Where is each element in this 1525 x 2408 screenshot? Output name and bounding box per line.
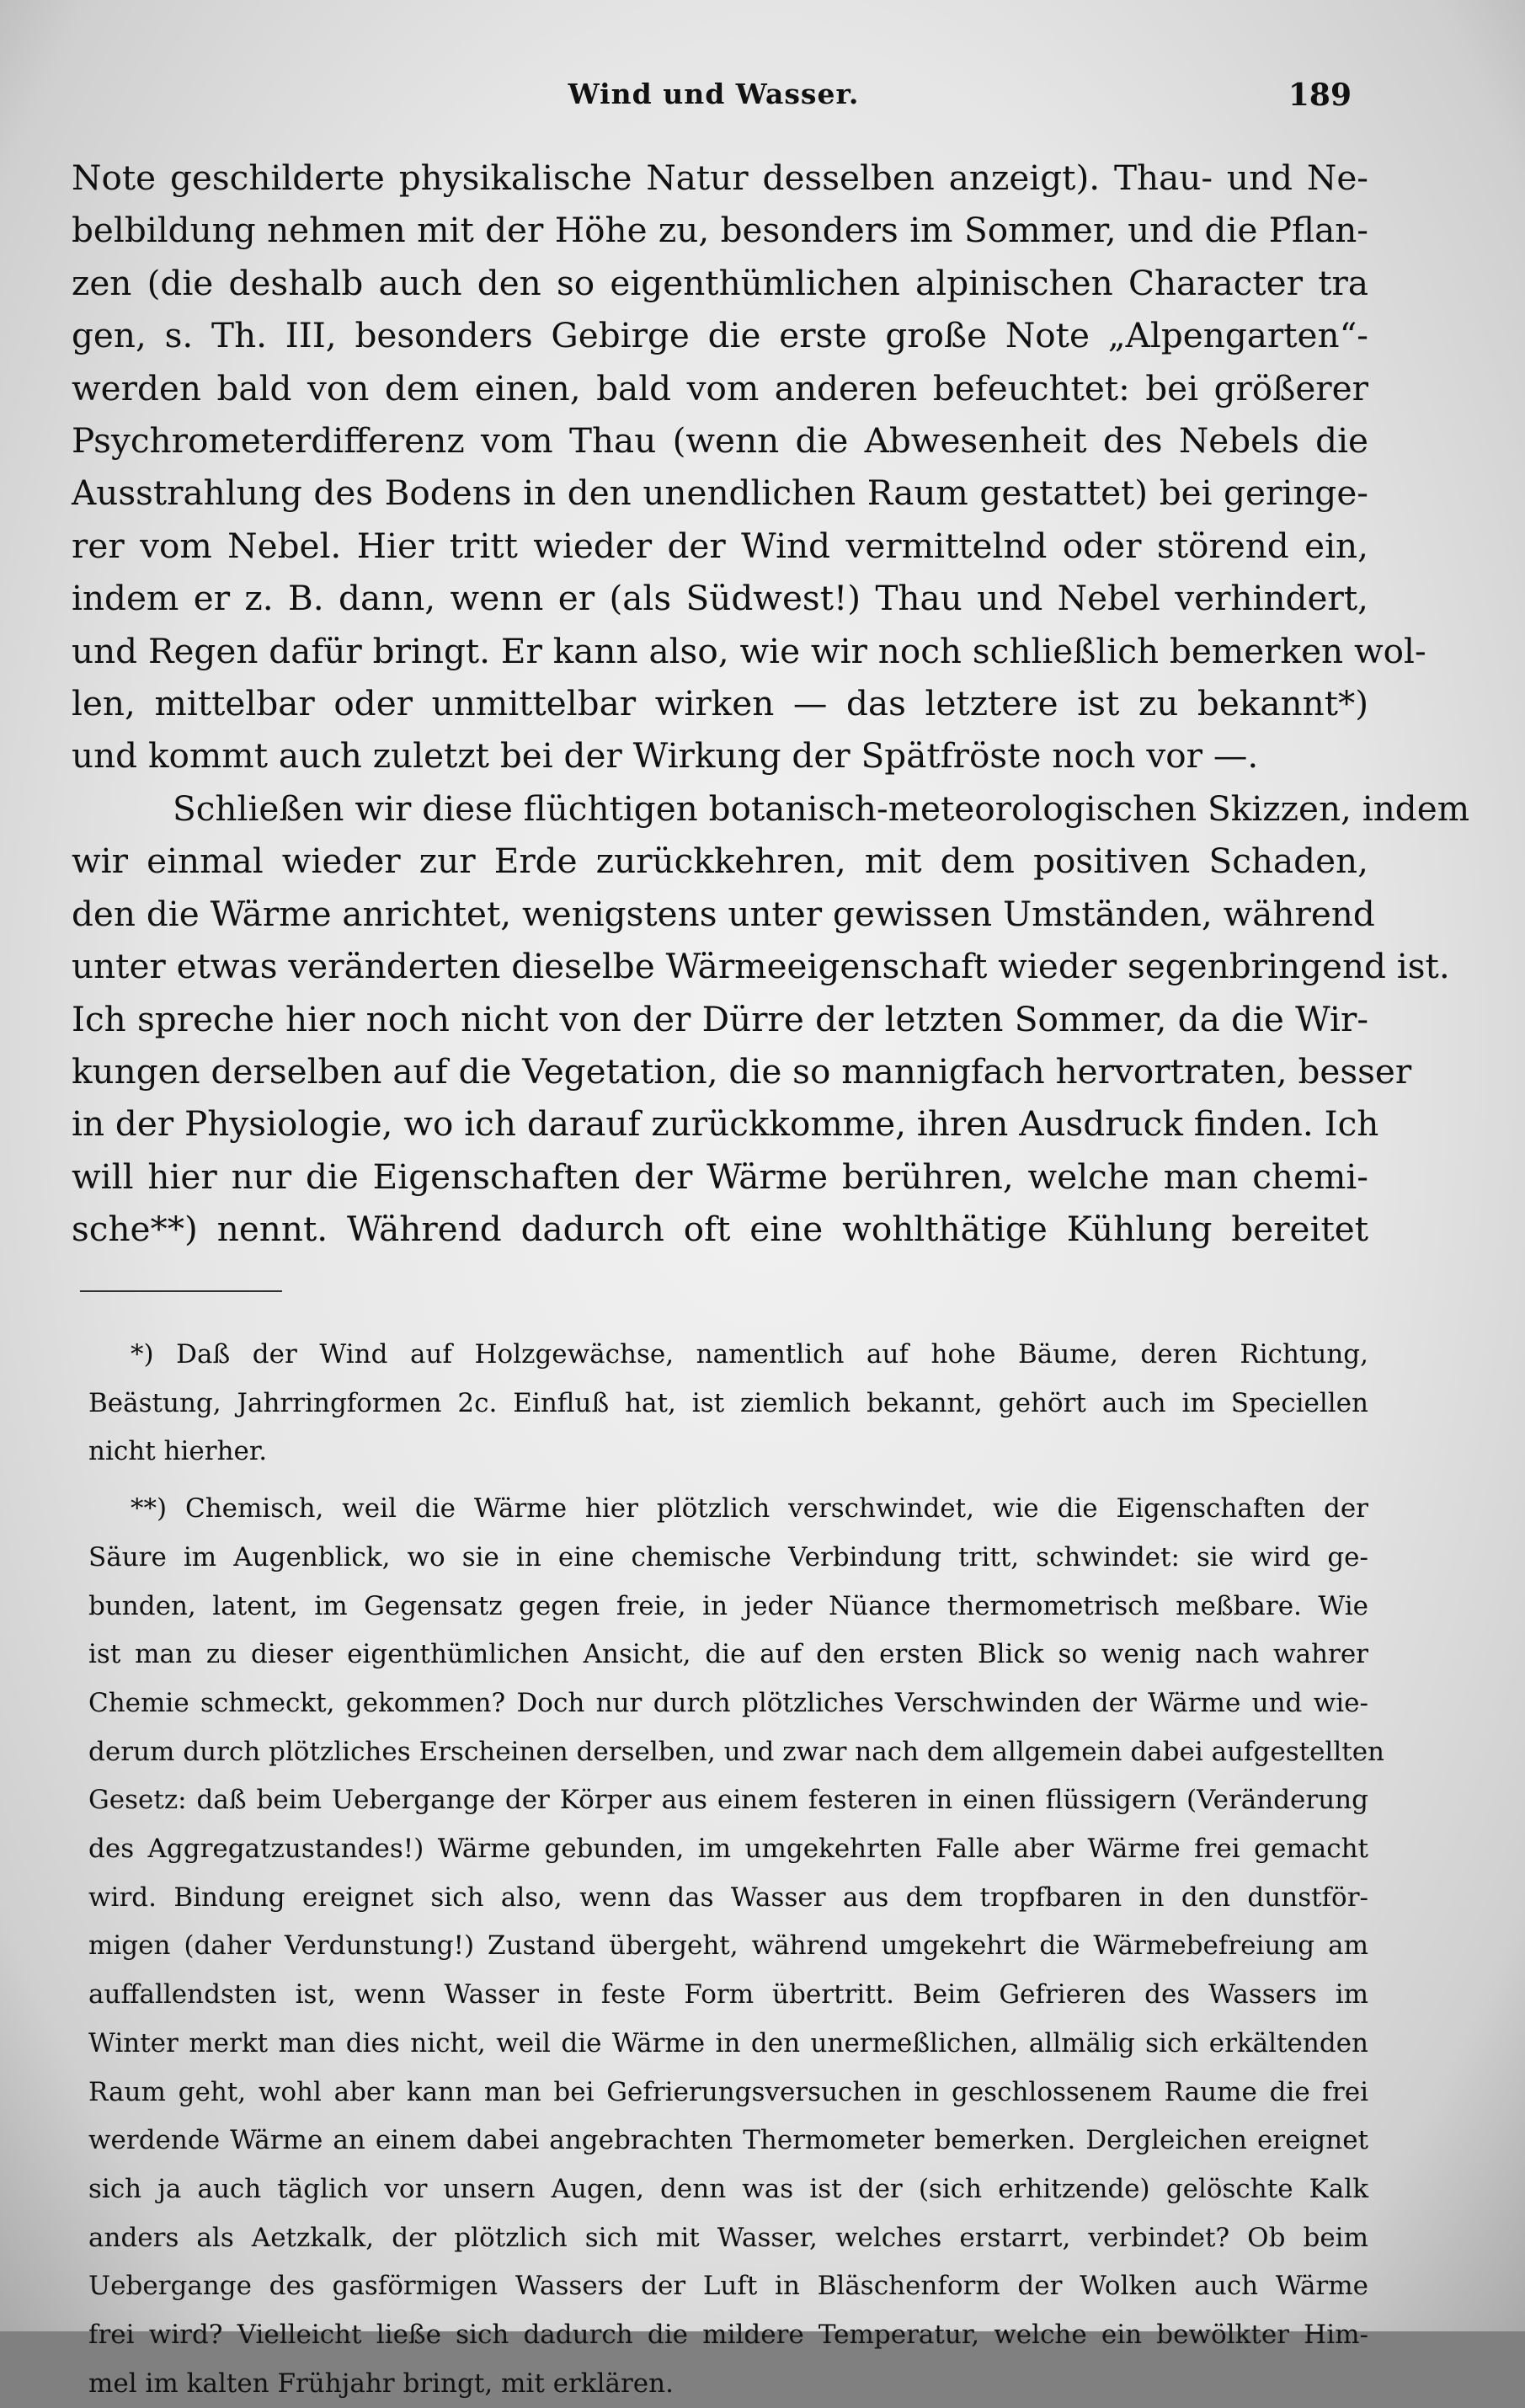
footnote-line: ist man zu dieser eigenthümlichen Ansicht, die auf den ersten Blick so wenig nach wahrer <box>88 1639 1368 1670</box>
text-line: Psychrometerdifferenz vom Thau (wenn die Abwesenheit des Nebels die <box>72 420 1368 462</box>
page-header <box>76 77 1352 128</box>
footnote-line: anders als Aetzkalk, der plötzlich sich mit Wasser, welches erstarrt, verbindet? Ob beim <box>88 2222 1368 2253</box>
footnote-line: derum durch plötzliches Erscheinen derselben, und zwar nach dem allgemein dabei aufgestellten <box>88 1736 1385 1767</box>
footnote-line: Chemie schmeckt, gekommen? Doch nur durch plötzliches Verschwinden der Wärme und wie- <box>88 1687 1368 1718</box>
text-line: werden bald von dem einen, bald vom anderen befeuchtet: bei größerer <box>72 367 1368 408</box>
footnote-line: auffallendsten ist, wenn Wasser in feste Form übertritt. Beim Gefrieren des Wassers im <box>88 1979 1368 2010</box>
footnote-line: sich ja auch täglich vor unsern Augen, denn was ist der (sich erhitzende) gelöschte Kalk <box>88 2173 1368 2204</box>
footnote-line: nicht hierher. <box>88 1436 268 1467</box>
footnote-line: Säure im Augenblick, wo sie in eine chemische Verbindung tritt, schwindet: sie wird ge- <box>88 1541 1368 1572</box>
text-line: Note geschilderte physikalische Natur desselben anzeigt). Thau- und Ne- <box>72 158 1368 198</box>
footnote-line: frei wird? Vielleicht ließe sich dadurch die mildere Temperatur, welche ein bewölkter Him- <box>88 2320 1368 2351</box>
footnote-line: migen (daher Verdunstung!) Zustand übergeht, während umgekehrt die Wärmebefreiung am <box>88 1930 1368 1962</box>
footnote-line: Beästung, Jahrringformen 2c. Einfluß hat, ist ziemlich bekannt, gehört auch im Speciellen <box>88 1387 1368 1418</box>
footnotes <box>88 1331 1385 2408</box>
text-line: Ich spreche hier noch nicht von der Dürre der letzten Sommer, da die Wir- <box>72 998 1368 1039</box>
text-line: unter etwas veränderten dieselbe Wärmeeigenschaft wieder segenbringend ist. <box>72 946 1450 987</box>
footnote-separator <box>80 1290 282 1292</box>
main-text <box>72 152 1470 1256</box>
footnote-line: bunden, latent, im Gegensatz gegen freie, in jeder Nüance thermometrisch meßbare. Wie <box>88 1590 1368 1621</box>
text-line: belbildung nehmen mit der Höhe zu, besonders im Sommer, und die Pflan- <box>72 210 1368 251</box>
text-line: zen (die deshalb auch den so eigenthümlichen alpinischen Character tra <box>72 262 1368 303</box>
footnote-line: Uebergange des gasförmigen Wassers der Luft in Bläschenform der Wolken auch Wärme <box>88 2271 1368 2302</box>
running-title: Wind und Wasser. <box>568 77 860 110</box>
footnote-line: **) Chemisch, weil die Wärme hier plötzlich verschwindet, wie die Eigenschaften der <box>131 1493 1368 1524</box>
text-line: wir einmal wieder zur Erde zurückkehren, mit dem positiven Schaden, <box>72 841 1368 882</box>
text-line: rer vom Nebel. Hier tritt wieder der Wind vermittelnd oder störend ein, <box>72 525 1368 566</box>
page-number: 189 <box>1288 77 1352 113</box>
footnote-line: Raum geht, wohl aber kann man bei Gefrierungsversuchen in geschlossenem Raume die frei <box>88 2076 1368 2107</box>
footnote-line: mel im kalten Frühjahr bringt, mit erklären. <box>88 2368 674 2399</box>
text-line: len, mittelbar oder unmittelbar wirken — das letztere ist zu bekannt*) <box>72 683 1368 724</box>
text-line: und Regen dafür bringt. Er kann also, wie wir noch schließlich bemerken wol- <box>72 630 1426 671</box>
footnote-line: Winter merkt man dies nicht, weil die Wärme in den unermeßlichen, allmälig sich erkältenden <box>88 2027 1368 2058</box>
text-line: Schließen wir diese flüchtigen botanisch-meteorologischen Skizzen, indem <box>173 788 1470 829</box>
text-line: den die Wärme anrichtet, wenigstens unter gewissen Umständen, während <box>72 893 1375 934</box>
text-line: in der Physiologie, wo ich darauf zurückkomme, ihren Ausdruck finden. Ich <box>72 1103 1379 1145</box>
footnote-line: Gesetz: daß beim Uebergange der Körper aus einem festeren in einen flüssigern (Veränderung <box>88 1785 1368 1816</box>
text-line: gen, s. Th. III, besonders Gebirge die erste große Note „Alpengarten“- <box>72 315 1368 356</box>
footnote-line: *) Daß der Wind auf Holzgewächse, namentlich auf hohe Bäume, deren Richtung, <box>131 1339 1368 1370</box>
footnote-line: werdende Wärme an einem dabei angebrachten Thermometer bemerken. Dergleichen ereignet <box>88 2125 1368 2156</box>
text-line: will hier nur die Eigenschaften der Wärme berühren, welche man chemi- <box>72 1156 1368 1197</box>
footnote-line: des Aggregatzustandes!) Wärme gebunden, im umgekehrten Falle aber Wärme frei gemacht <box>88 1834 1368 1865</box>
text-line: sche**) nennt. Während dadurch oft eine wohlthätige Kühlung bereitet <box>72 1209 1368 1250</box>
text-line: kungen derselben auf die Vegetation, die so mannigfach hervortraten, besser <box>72 1050 1412 1092</box>
text-line: Ausstrahlung des Bodens in den unendlichen Raum gestattet) bei geringe- <box>72 473 1368 514</box>
footnote-line: wird. Bindung ereignet sich also, wenn das Wasser aus dem tropfbaren in den dunstför- <box>88 1882 1368 1913</box>
text-line: indem er z. B. dann, wenn er (als Südwest!) Thau und Nebel verhindert, <box>72 578 1368 619</box>
text-line: und kommt auch zuletzt bei der Wirkung der Spätfröste noch vor —. <box>72 735 1259 777</box>
footnote-gap <box>88 1476 1368 1485</box>
